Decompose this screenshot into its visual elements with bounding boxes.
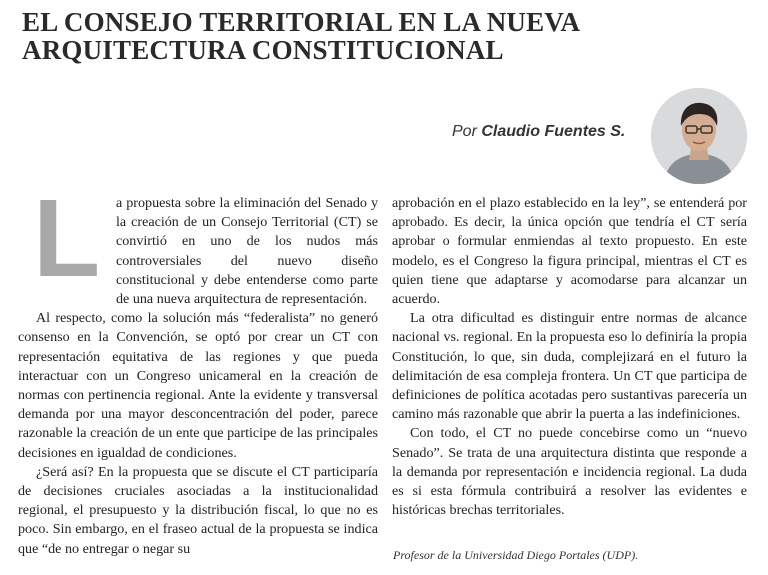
headline xyxy=(22,8,642,64)
author-affiliation: Profesor de la Universidad Diego Portales (UDP). xyxy=(393,548,639,562)
paragraph-5: Con todo, el CT no puede concebirse como un “nuevo Senado”. Se trata de una arquitectura distinta que responde a la demanda por representación e incidencia regional. La duda es si esta fórmula contribuirá a resolver las evidentes e históricas brechas territoriales. xyxy=(392,425,747,519)
drop-cap-letter: L xyxy=(33,196,101,278)
headline-line-2: ARQUITECTURA CONSTITUCIONAL xyxy=(22,35,504,65)
column-left xyxy=(18,194,378,559)
paragraph-3-continued: aprobación en el plazo establecido en la ley”, se entenderá por aprobado. Es decir, la única opción que tendría el CT sería aprobar o formular enmiendas al texto propuesto. En este modelo, es el Congreso la figura principal, mientras el CT es quien tiene que adaptarse y acomodarse para alcanzar un acuerdo. xyxy=(392,195,747,308)
paragraph-2: Al respecto, como la solución más “federalista” no generó consenso en la Convención, se optó por crear un CT con representación equitativa de las regiones y que pueda interactuar con un Congreso unicameral en la creación de normas con pertinencia regional. Ante la evidente y transversal demanda por una mayor desconcentración del poder, parece razonable la creación de un ente que participe de las principales decisiones en igualdad de condiciones. xyxy=(18,310,378,461)
paragraph-1: a propuesta sobre la eliminación del Senado y la creación de un Consejo Territorial (CT) se convirtió en uno de los nudos más controversiales del nuevo diseño constitucional y debe entenderse como parte de una nueva arquitectura de representación. xyxy=(116,195,378,308)
headline-line-1: EL CONSEJO TERRITORIAL EN LA NUEVA xyxy=(22,7,581,37)
author-name: Claudio Fuentes S. xyxy=(481,123,626,140)
author-portrait-icon xyxy=(651,88,747,184)
author-photo xyxy=(651,88,747,184)
byline-prefix: Por xyxy=(452,123,477,140)
paragraph-4: La otra dificultad es distinguir entre normas de alcance nacional vs. regional. En la propuesta eso lo definiría la propia Constitución, lo que, sin duda, complejizará en el futuro la delimitación de esa compleja frontera. Un CT que participa de definiciones de política acotadas pero sustantivas parecería un camino más razonable que abrir la puerta a las indefiniciones. xyxy=(392,310,747,423)
column-right xyxy=(392,194,747,520)
byline xyxy=(452,123,648,141)
paragraph-3: ¿Será así? En la propuesta que se discute el CT participaría de decisiones cruciales asociadas a la institucionalidad regional, el presupuesto y la distribución fiscal, lo que no es poco. Sin embargo, en el fraseo actual de la propuesta se indica que “de no entregar o negar su xyxy=(18,463,378,557)
